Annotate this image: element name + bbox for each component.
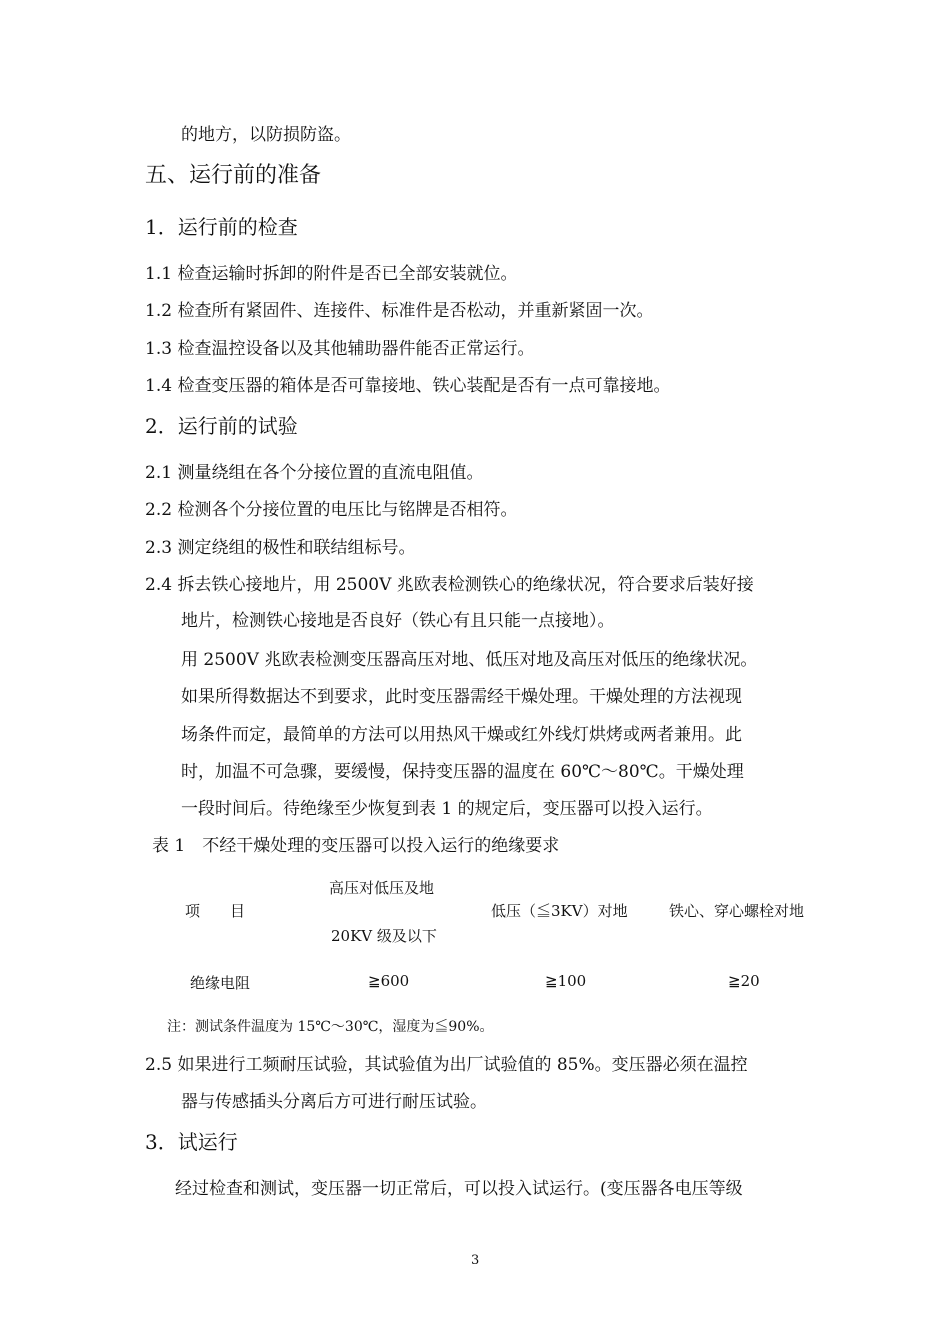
- item-2-5-line-2: 器与传感插头分离后方可进行耐压试验。: [181, 1092, 487, 1112]
- item-2-3: 2.3 测定绕组的极性和联结组标号。: [145, 538, 416, 558]
- item-2-5-line-1: 2.5 如果进行工频耐压试验，其试验值为出厂试验值的 85%。变压器必须在温控: [145, 1055, 748, 1075]
- table-header-item: 项 目: [185, 902, 246, 920]
- item-2-2: 2.2 检测各个分接位置的电压比与铭牌是否相符。: [145, 500, 518, 520]
- table-header-lv: 低压（≦3KV）对地: [491, 902, 628, 920]
- item-2-4-line-3: 用 2500V 兆欧表检测变压器高压对地、低压对地及高压对低压的绝缘状况。: [181, 650, 758, 670]
- continued-line: 的地方，以防损防盗。: [181, 125, 351, 145]
- item-2-4-line-1: 2.4 拆去铁心接地片，用 2500V 兆欧表检测铁心的绝缘状况，符合要求后装好接: [145, 575, 754, 595]
- item-2-4-line-4: 如果所得数据达不到要求，此时变压器需经干燥处理。干燥处理的方法视现: [181, 687, 742, 707]
- item-2-4-line-6: 时，加温不可急骤，要缓慢，保持变压器的温度在 60℃～80℃。干燥处理: [181, 762, 744, 782]
- item-1-1: 1.1 检查运输时拆卸的附件是否已全部安装就位。: [145, 264, 518, 284]
- item-1-4: 1.4 检查变压器的箱体是否可靠接地、铁心装配是否有一点可靠接地。: [145, 376, 671, 396]
- table-header-hv-line-2: 20KV 级及以下: [331, 927, 437, 945]
- table-caption: 表 1 不经干燥处理的变压器可以投入运行的绝缘要求: [152, 836, 560, 856]
- table-cell-core: ≧20: [728, 972, 760, 990]
- page-number: 3: [471, 1253, 480, 1268]
- table-row-label: 绝缘电阻: [190, 974, 251, 992]
- subsection-heading-3: 3．试运行: [145, 1130, 238, 1154]
- item-1-3: 1.3 检查温控设备以及其他辅助器件能否正常运行。: [145, 339, 535, 359]
- subsection-heading-2: 2．运行前的试验: [145, 414, 298, 438]
- item-1-2: 1.2 检查所有紧固件、连接件、标准件是否松动，并重新紧固一次。: [145, 301, 654, 321]
- item-2-4-line-7: 一段时间后。待绝缘至少恢复到表 1 的规定后，变压器可以投入运行。: [181, 799, 713, 819]
- section-heading-5: 五、运行前的准备: [145, 163, 322, 188]
- table-cell-hv: ≧600: [368, 972, 410, 990]
- table-note: 注：测试条件温度为 15℃～30℃，湿度为≦90%。: [167, 1019, 494, 1035]
- item-2-4-line-5: 场条件而定，最简单的方法可以用热风干燥或红外线灯烘烤或两者兼用。此: [181, 725, 742, 745]
- table-header-hv-line-1: 高压对低压及地: [329, 879, 435, 897]
- item-2-1: 2.1 测量绕组在各个分接位置的直流电阻值。: [145, 463, 484, 483]
- table-cell-lv: ≧100: [545, 972, 587, 990]
- subsection-heading-1: 1．运行前的检查: [145, 215, 298, 239]
- trial-run-paragraph: 经过检查和测试，变压器一切正常后，可以投入试运行。(变压器各电压等级: [175, 1179, 743, 1199]
- table-header-core: 铁心、穿心螺栓对地: [669, 902, 805, 920]
- item-2-4-line-2: 地片，检测铁心接地是否良好（铁心有且只能一点接地）。: [181, 611, 615, 631]
